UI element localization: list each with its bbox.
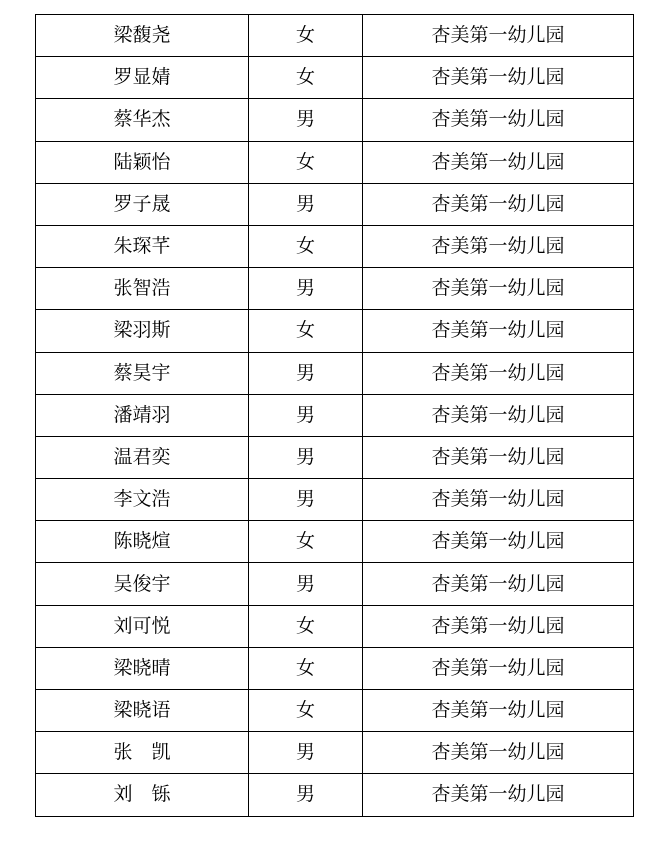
student-name-cell: 刘可悦 [36, 605, 249, 647]
student-gender-cell: 男 [249, 268, 363, 310]
student-gender-cell: 男 [249, 479, 363, 521]
table-row [36, 225, 634, 267]
table-row [36, 57, 634, 99]
student-name-cell: 梁馥尧 [36, 15, 249, 57]
table-row [36, 690, 634, 732]
kindergarten-name-cell: 杏美第一幼儿园 [363, 394, 634, 436]
student-name-cell: 蔡华杰 [36, 99, 249, 141]
roster-sheet [35, 14, 633, 817]
student-gender-cell: 男 [249, 732, 363, 774]
table-row [36, 141, 634, 183]
kindergarten-name-cell: 杏美第一幼儿园 [363, 647, 634, 689]
student-name-cell: 朱琛芊 [36, 225, 249, 267]
kindergarten-name-cell: 杏美第一幼儿园 [363, 352, 634, 394]
student-gender-cell: 女 [249, 521, 363, 563]
student-gender-cell: 女 [249, 690, 363, 732]
table-row [36, 99, 634, 141]
table-row [36, 521, 634, 563]
kindergarten-name-cell: 杏美第一幼儿园 [363, 479, 634, 521]
table-row [36, 563, 634, 605]
table-row [36, 436, 634, 478]
student-gender-cell: 女 [249, 310, 363, 352]
table-row [36, 310, 634, 352]
student-name-cell: 梁晓语 [36, 690, 249, 732]
student-name-cell: 罗子晟 [36, 183, 249, 225]
table-row [36, 352, 634, 394]
student-gender-cell: 男 [249, 563, 363, 605]
table-row [36, 774, 634, 816]
student-name-cell: 李文浩 [36, 479, 249, 521]
student-gender-cell: 女 [249, 57, 363, 99]
table-row [36, 647, 634, 689]
kindergarten-name-cell: 杏美第一幼儿园 [363, 225, 634, 267]
kindergarten-name-cell: 杏美第一幼儿园 [363, 268, 634, 310]
kindergarten-name-cell: 杏美第一幼儿园 [363, 605, 634, 647]
roster-table [35, 14, 634, 817]
student-name-cell: 陆颖怡 [36, 141, 249, 183]
student-gender-cell: 男 [249, 436, 363, 478]
kindergarten-name-cell: 杏美第一幼儿园 [363, 436, 634, 478]
table-row [36, 183, 634, 225]
table-row [36, 15, 634, 57]
student-gender-cell: 男 [249, 183, 363, 225]
student-name-cell: 温君奕 [36, 436, 249, 478]
kindergarten-name-cell: 杏美第一幼儿园 [363, 310, 634, 352]
student-name-cell: 梁羽斯 [36, 310, 249, 352]
student-gender-cell: 男 [249, 99, 363, 141]
student-name-cell: 罗显婧 [36, 57, 249, 99]
student-name-cell: 潘靖羽 [36, 394, 249, 436]
student-gender-cell: 男 [249, 352, 363, 394]
kindergarten-name-cell: 杏美第一幼儿园 [363, 15, 634, 57]
kindergarten-name-cell: 杏美第一幼儿园 [363, 57, 634, 99]
student-gender-cell: 女 [249, 605, 363, 647]
kindergarten-name-cell: 杏美第一幼儿园 [363, 732, 634, 774]
student-gender-cell: 女 [249, 15, 363, 57]
kindergarten-name-cell: 杏美第一幼儿园 [363, 141, 634, 183]
student-gender-cell: 男 [249, 774, 363, 816]
table-row [36, 479, 634, 521]
student-name-cell: 吴俊宇 [36, 563, 249, 605]
student-name-cell: 梁晓晴 [36, 647, 249, 689]
kindergarten-name-cell: 杏美第一幼儿园 [363, 99, 634, 141]
student-name-cell: 蔡昊宇 [36, 352, 249, 394]
kindergarten-name-cell: 杏美第一幼儿园 [363, 183, 634, 225]
student-name-cell: 张智浩 [36, 268, 249, 310]
student-gender-cell: 女 [249, 225, 363, 267]
kindergarten-name-cell: 杏美第一幼儿园 [363, 521, 634, 563]
roster-table-body [36, 15, 634, 817]
student-name-cell: 刘 铄 [36, 774, 249, 816]
kindergarten-name-cell: 杏美第一幼儿园 [363, 690, 634, 732]
table-row [36, 268, 634, 310]
student-gender-cell: 女 [249, 141, 363, 183]
student-name-cell: 陈晓煊 [36, 521, 249, 563]
kindergarten-name-cell: 杏美第一幼儿园 [363, 563, 634, 605]
table-row [36, 394, 634, 436]
student-gender-cell: 女 [249, 647, 363, 689]
table-row [36, 605, 634, 647]
table-row [36, 732, 634, 774]
student-name-cell: 张 凯 [36, 732, 249, 774]
kindergarten-name-cell: 杏美第一幼儿园 [363, 774, 634, 816]
student-gender-cell: 男 [249, 394, 363, 436]
